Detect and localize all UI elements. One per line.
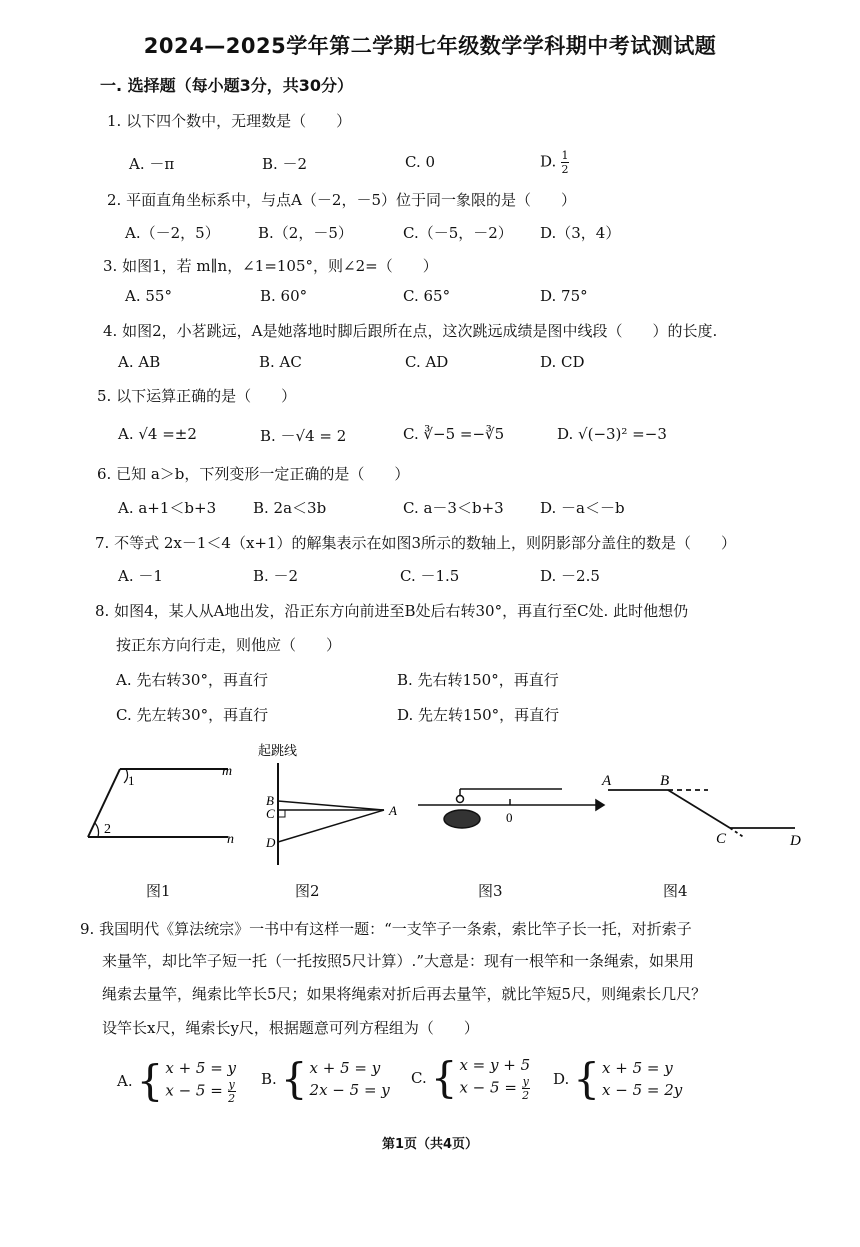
q6-option-a: A. a+1＜b+3: [118, 499, 217, 517]
q4-option-b: B. AC: [259, 353, 302, 371]
q2-option-c: C.（－5，－2）: [403, 224, 513, 242]
q3-option-c: C. 65°: [403, 287, 451, 305]
segment-ba: [278, 801, 384, 810]
equation-row: [459, 1076, 530, 1101]
q4-option-d: D. CD: [540, 353, 585, 371]
fig1-label-n: n: [227, 832, 234, 847]
fraction-numerator: y: [228, 1078, 235, 1091]
q2-option-a: A.（－2，5）: [125, 224, 220, 242]
q1-option-c: C. 0: [405, 153, 436, 171]
q3-option-d: D. 75°: [540, 287, 588, 305]
q9-option-a: A. { x + 5 = y x − 5 = $\frac{y}{2}$: [117, 1055, 237, 1105]
q2-option-b: B.（2，－5）: [258, 224, 353, 242]
axis-arrow: [596, 800, 604, 810]
equation-row: x = y + 5: [459, 1056, 531, 1074]
option-label: D.: [553, 1070, 570, 1088]
figure-2: [278, 763, 384, 865]
fig2-label-b: B: [266, 793, 274, 808]
q8-stem-line1: 8. 如图4，某人从A地出发，沿正东方向前进至B处后右转30°，再直行至C处. 此时他想仍: [95, 602, 689, 620]
q5-stem: 5. 以下运算正确的是（ ）: [97, 387, 297, 405]
q9-line1: 9. 我国明代《算法统宗》一书中有这样一题：“一支竿子一条索，索比竿子长一托，对折索子: [80, 920, 692, 938]
q1-stem: 1. 以下四个数中，无理数是（ ）: [107, 112, 352, 130]
equation-row: x − 5 = 2y: [602, 1081, 683, 1099]
figures-area: [0, 735, 860, 880]
q2-stem: 2. 平面直角坐标系中，与点A（－2，－5）位于同一象限的是（ ）: [107, 191, 577, 209]
equation-row: x + 5 = y: [165, 1059, 237, 1077]
equation-left: x − 5 =: [459, 1078, 522, 1097]
figure-4-caption: 图4: [663, 882, 688, 900]
q1-option-d-fraction: [561, 150, 569, 175]
section-heading: 一. 选择题（每小题3分，共30分）: [100, 76, 354, 95]
q9-line4: 设竿长x尺，绳索长y尺，根据题意可列方程组为（ ）: [102, 1019, 479, 1037]
q9-line3: 绳索去量竿，绳索比竿长5尺；如果将绳索对折后再去量竿，就比竿短5尺，则绳索长几尺？: [102, 985, 707, 1003]
fig4-label-c: C: [716, 831, 727, 847]
option-label: A.: [117, 1071, 133, 1090]
figure-2-caption: 图2: [295, 882, 320, 900]
q6-option-b: B. 2a＜3b: [253, 499, 327, 517]
q3-option-a: A. 55°: [125, 287, 172, 305]
fraction-numerator: y: [522, 1075, 529, 1088]
fraction-denominator: 2: [561, 163, 569, 176]
q4-stem: 4. 如图2，小茗跳远，A是她落地时脚后跟所在点，这次跳远成绩是图中线段（ ）的长度.: [103, 322, 718, 340]
figure-1-caption: 图1: [146, 882, 171, 900]
q1-option-d-label: D.: [540, 152, 562, 171]
q4-option-a: A. AB: [118, 353, 161, 371]
fig2-label-d: D: [266, 835, 276, 850]
q3-stem: 3. 如图1，若 m∥n，∠1=105°，则∠2=（ ）: [103, 257, 438, 275]
fraction-denominator: 2: [228, 1092, 236, 1105]
q8-stem-line2: 按正东方向行走，则他应（ ）: [116, 636, 342, 654]
q3-option-b: B. 60°: [260, 287, 308, 305]
q7-option-d: D. －2.5: [540, 567, 600, 585]
figure-3-caption: 图3: [478, 882, 503, 900]
fig4-label-d: D: [790, 833, 801, 849]
segment-da: [278, 810, 384, 842]
q5-option-c: C. ∛−5 =−∛5: [403, 425, 505, 443]
right-angle-mark: [278, 810, 285, 817]
q4-option-c: C. AD: [405, 353, 449, 371]
q9-option-c: C. { x = y + 5 x − 5 = $\frac{y}{2}$: [411, 1052, 531, 1102]
shaded-blot: [444, 810, 480, 828]
q9-option-d: D. { x + 5 = y x − 5 = 2y: [553, 1054, 683, 1103]
equation-row: x + 5 = y: [309, 1059, 381, 1077]
q8-option-a: A. 先右转30°，再直行: [116, 671, 268, 689]
q8-option-c: C. 先左转30°，再直行: [116, 706, 269, 724]
page-title: 2024—2025学年第二学期七年级数学学科期中考试测试题: [143, 34, 717, 58]
equation-row: x + 5 = y: [602, 1059, 673, 1077]
open-circle: [457, 796, 464, 803]
option-label: C.: [411, 1068, 427, 1087]
fraction-numerator: 1: [561, 149, 569, 162]
q6-option-c: C. a－3＜b+3: [403, 499, 504, 517]
fig1-label-2: 2: [104, 822, 111, 837]
q9-option-b: B. { x + 5 = y 2x − 5 = y: [261, 1054, 390, 1103]
equation-row: 2x − 5 = y: [309, 1081, 390, 1099]
q6-option-d: D. －a＜－b: [540, 499, 625, 517]
q1-option-d: [540, 150, 569, 175]
fig3-label-zero: 0: [506, 810, 513, 825]
q1-option-a: A. －π: [129, 155, 175, 173]
q5-option-b: B. －√4 = 2: [260, 427, 347, 445]
fig4-label-b: B: [660, 773, 670, 789]
q7-stem: 7. 不等式 2x－1＜4（x+1）的解集表示在如图3所示的数轴上，则阴影部分盖住的数是（ ）: [95, 534, 737, 552]
q6-stem: 6. 已知 a＞b，下列变形一定正确的是（ ）: [97, 465, 410, 483]
fraction-denominator: 2: [522, 1089, 530, 1102]
angle-2-arc: [95, 823, 99, 837]
fig1-label-1: 1: [128, 773, 135, 788]
fig2-takeoff-label: 起跳线: [258, 743, 298, 758]
q9-line2: 来量竿，却比竿子短一托（一托按照5尺计算）.”大意是：现有一根竿和一条绳索，如果用: [102, 952, 694, 970]
equation-row: [165, 1079, 236, 1104]
q7-option-a: A. －1: [118, 567, 163, 585]
option-label: B.: [261, 1070, 277, 1088]
fig2-label-a: A: [389, 803, 397, 818]
fig4-label-a: A: [602, 773, 612, 789]
q1-option-b: B. －2: [262, 155, 308, 173]
q7-option-b: B. －2: [253, 567, 299, 585]
q5-option-d: D. √(−3)² =−3: [557, 425, 667, 443]
equation-left: x − 5 =: [165, 1081, 228, 1100]
fig1-label-m: m: [222, 764, 233, 779]
q8-option-d: D. 先左转150°，再直行: [397, 706, 560, 724]
q8-option-b: B. 先右转150°，再直行: [397, 671, 559, 689]
q5-option-a: A. √4 =±2: [118, 425, 197, 443]
fig2-label-c: C: [266, 806, 275, 821]
segment-bc: [668, 790, 730, 828]
q7-option-c: C. －1.5: [400, 567, 460, 585]
q2-option-d: D.（3，4）: [540, 224, 621, 242]
figure-4: [608, 790, 795, 838]
dashed-extension: [730, 828, 745, 838]
page-footer: 第1页（共4页）: [381, 1137, 479, 1152]
